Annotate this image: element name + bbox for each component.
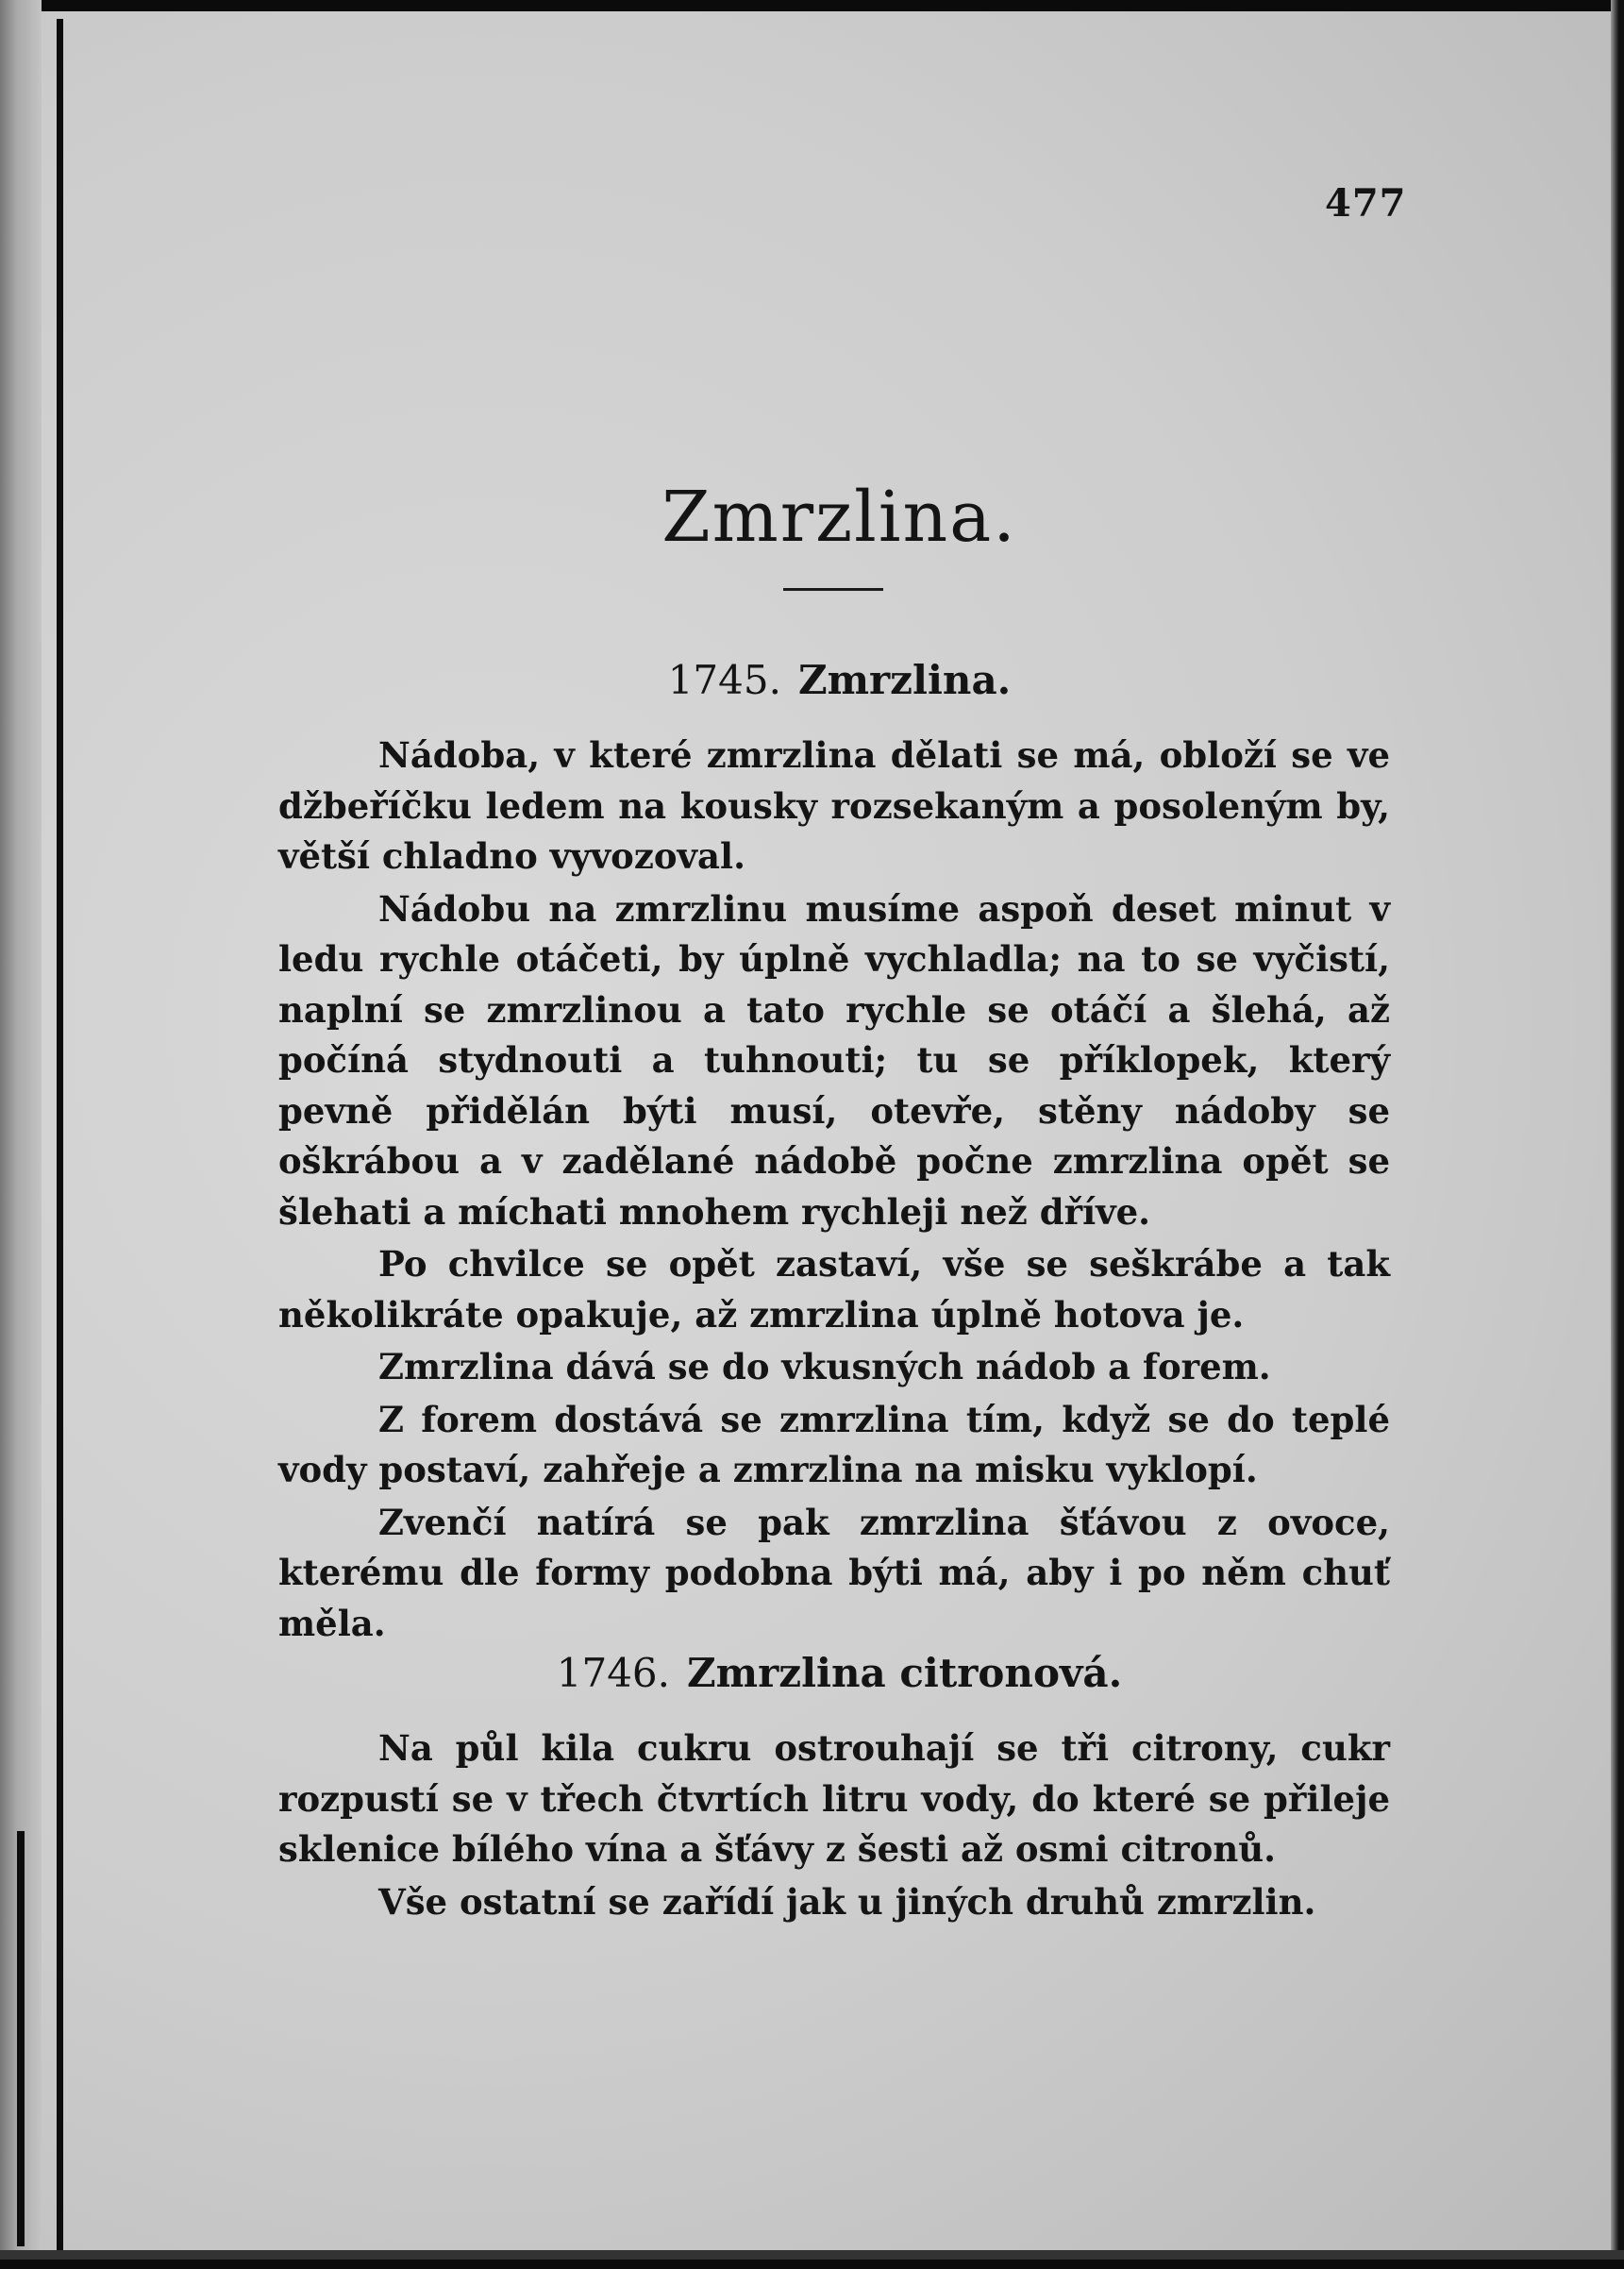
paragraph: Zvenčí natírá se pak zmrzlina šťávou z ovoce, kterému dle formy podobna býti má, aby i po něm chuť měla. — [278, 1501, 1390, 1644]
paragraph: Nádoba, v které zmrzlina dělati se má, obloží se ve džbeříčku ledem na kousky rozsekaným a posoleným by, větší chladno vyvozoval. — [278, 734, 1390, 877]
paragraph: Zmrzlina dává se do vkusných nádob a forem. — [378, 1346, 1271, 1387]
scan-border-right — [1611, 0, 1624, 2269]
recipe-number: 1745. — [667, 657, 781, 703]
chapter-title: Zmrzlina. — [661, 477, 1017, 558]
page-spine-line — [57, 19, 63, 2265]
recipe-name: Zmrzlina. — [797, 657, 1012, 703]
recipe-number: 1746. — [556, 1650, 670, 1696]
recipe-body — [278, 1723, 1390, 1927]
recipe-body — [278, 731, 1390, 1649]
page-spine-shadow — [17, 1831, 25, 2246]
recipe-name: Zmrzlina citronová. — [687, 1650, 1123, 1696]
page-number: 477 — [1325, 181, 1407, 226]
paragraph: Vše ostatní se zařídí jak u jiných druhů zmrzlin. — [378, 1880, 1316, 1923]
scan-border-bottom — [0, 2260, 1624, 2269]
recipe-heading — [0, 1650, 1624, 1696]
paragraph: Nádobu na zmrzlinu musíme aspoň deset minut v ledu rychle otáčeti, by úplně vychladla; na to se vyčistí, naplní se zmrzlinou a tato rychle se otáčí a šlehá, až počíná stydnouti a tuhnouti; tu se příklopek, který pevně přidělán býti musí, otevře, stěny nádoby se oškrábou a v zadělané nádobě počne zmrzlina opět se šlehati a míchati mnohem rychleji než dříve. — [278, 887, 1390, 1233]
scan-border-top — [0, 0, 1624, 11]
paragraph: Na půl kila cukru ostrouhají se tři citrony, cukr rozpustí se v třech čtvrtích litru vody, do které se přileje sklenice bílého vína a šťávy z šesti až osmi citronů. — [278, 1727, 1390, 1870]
scan-border-bottom-shadow — [0, 2250, 1624, 2260]
title-divider — [783, 588, 883, 591]
recipe-heading — [0, 657, 1624, 703]
paragraph: Z forem dostává se zmrzlina tím, když se do teplé vody postaví, zahřeje a zmrzlina na misku vyklopí. — [278, 1398, 1390, 1490]
paragraph: Po chvilce se opět zastaví, vše se seškrábe a tak několikráte opakuje, až zmrzlina úplně hotova je. — [278, 1243, 1390, 1336]
